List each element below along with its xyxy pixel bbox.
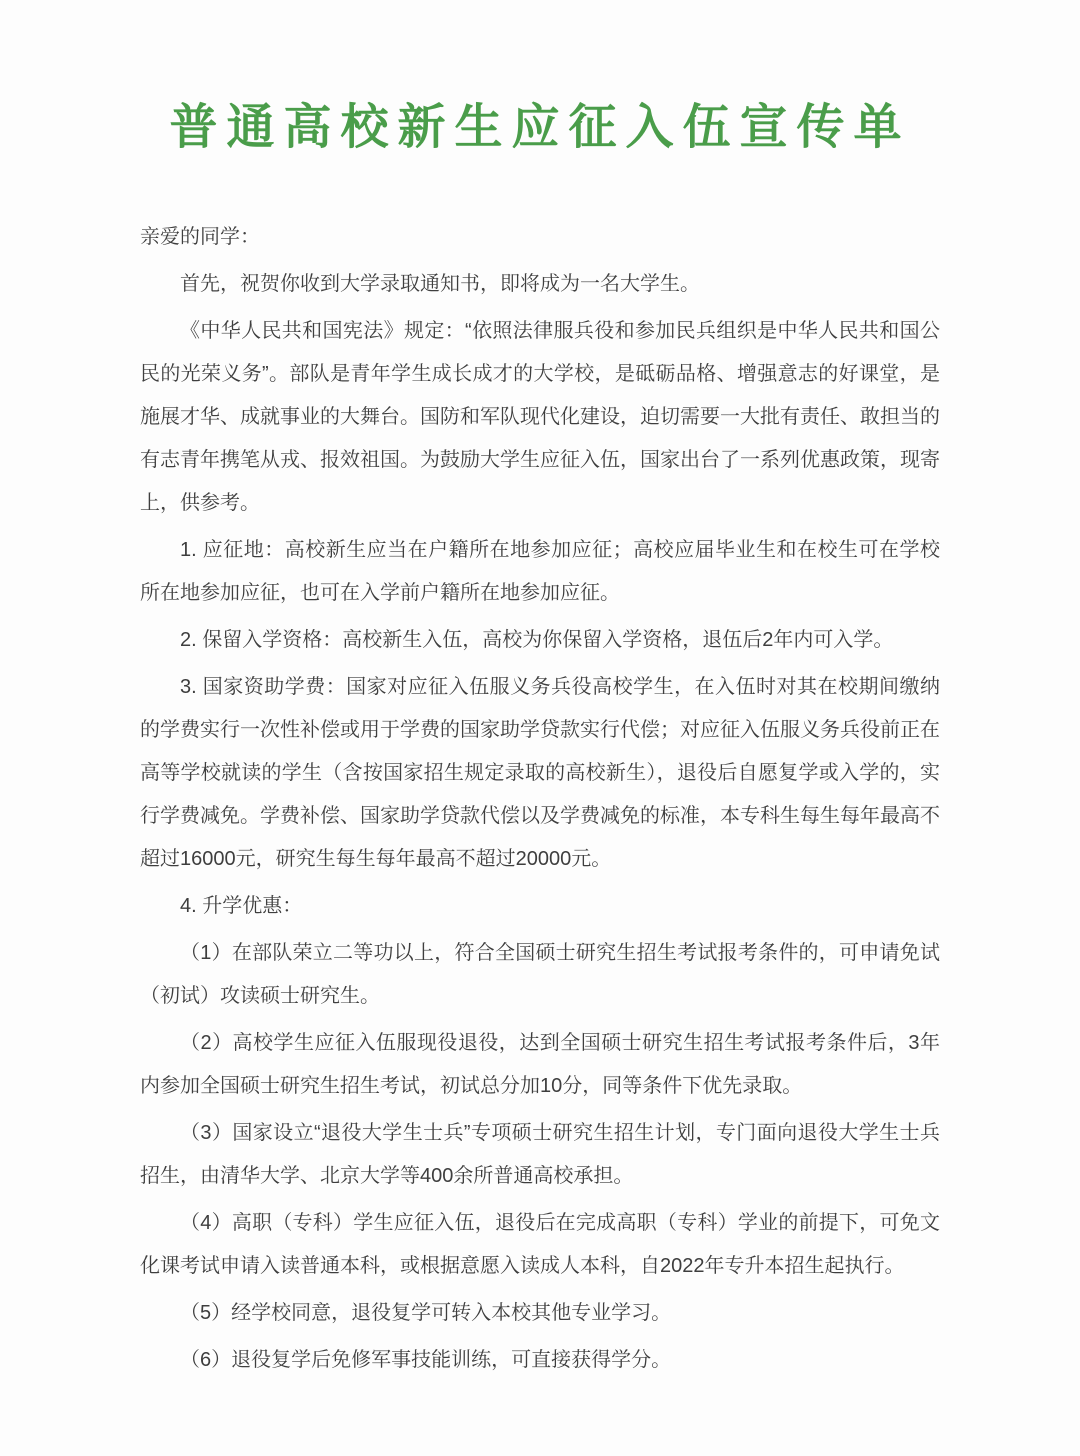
paragraph-item-4-sub-1: （1）在部队荣立二等功以上，符合全国硕士研究生招生考试报考条件的，可申请免试（初试）攻读硕士研究生。	[140, 942, 940, 1007]
paragraph-item-4-sub-2: （2）高校学生应征入伍服现役退役，达到全国硕士研究生招生考试报考条件后，3年内参加全国硕士研究生招生考试，初试总分加10分，同等条件下优先录取。	[140, 1032, 940, 1097]
paragraph-intro: 首先，祝贺你收到大学录取通知书，即将成为一名大学生。	[180, 273, 700, 295]
paragraph-item-4: 4. 升学优惠：	[180, 895, 303, 917]
paragraph-item-4-sub-5: （5）经学校同意，退役复学可转入本校其他专业学习。	[180, 1302, 672, 1324]
page-title: 普通高校新生应征入伍宣传单	[169, 101, 911, 154]
paragraph-item-4-sub-6: （6）退役复学后免修军事技能训练，可直接获得学分。	[180, 1349, 672, 1371]
paragraph-item-4-sub-4: （4）高职（专科）学生应征入伍，退役后在完成高职（专科）学业的前提下，可免文化课考试申请入读普通本科，或根据意愿入读成人本科，自2022年专升本招生起执行。	[140, 1212, 940, 1277]
document-body	[0, 216, 1080, 1382]
paragraph-item-4-sub-3: （3）国家设立“退役大学生士兵”专项硕士研究生招生计划，专门面向退役大学生士兵招生，由清华大学、北京大学等400余所普通高校承担。	[140, 1122, 940, 1187]
paragraph-item-2: 2. 保留入学资格：高校新生入伍，高校为你保留入学资格，退伍后2年内可入学。	[180, 629, 894, 651]
paragraph-constitution: 《中华人民共和国宪法》规定：“依照法律服兵役和参加民兵组织是中华人民共和国公民的光荣义务”。部队是青年学生成长成才的大学校，是砥砺品格、增强意志的好课堂，是施展才华、成就事业的大舞台。国防和军队现代化建设，迫切需要一大批有责任、敢担当的有志青年携笔从戎、报效祖国。为鼓励大学生应征入伍，国家出台了一系列优惠政策，现寄上，供参考。	[140, 320, 940, 514]
salutation: 亲爱的同学：	[140, 226, 260, 248]
paragraph-item-1: 1. 应征地：高校新生应当在户籍所在地参加应征；高校应届毕业生和在校生可在学校所在地参加应征，也可在入学前户籍所在地参加应征。	[140, 539, 940, 604]
paragraph-item-3: 3. 国家资助学费：国家对应征入伍服义务兵役高校学生，在入伍时对其在校期间缴纳的学费实行一次性补偿或用于学费的国家助学贷款实行代偿；对应征入伍服义务兵役前正在高等学校就读的学生（含按国家招生规定录取的高校新生），退役后自愿复学或入学的，实行学费减免。学费补偿、国家助学贷款代偿以及学费减免的标准，本专科生每生每年最高不超过16000元，研究生每生每年最高不超过20000元。	[140, 676, 940, 870]
